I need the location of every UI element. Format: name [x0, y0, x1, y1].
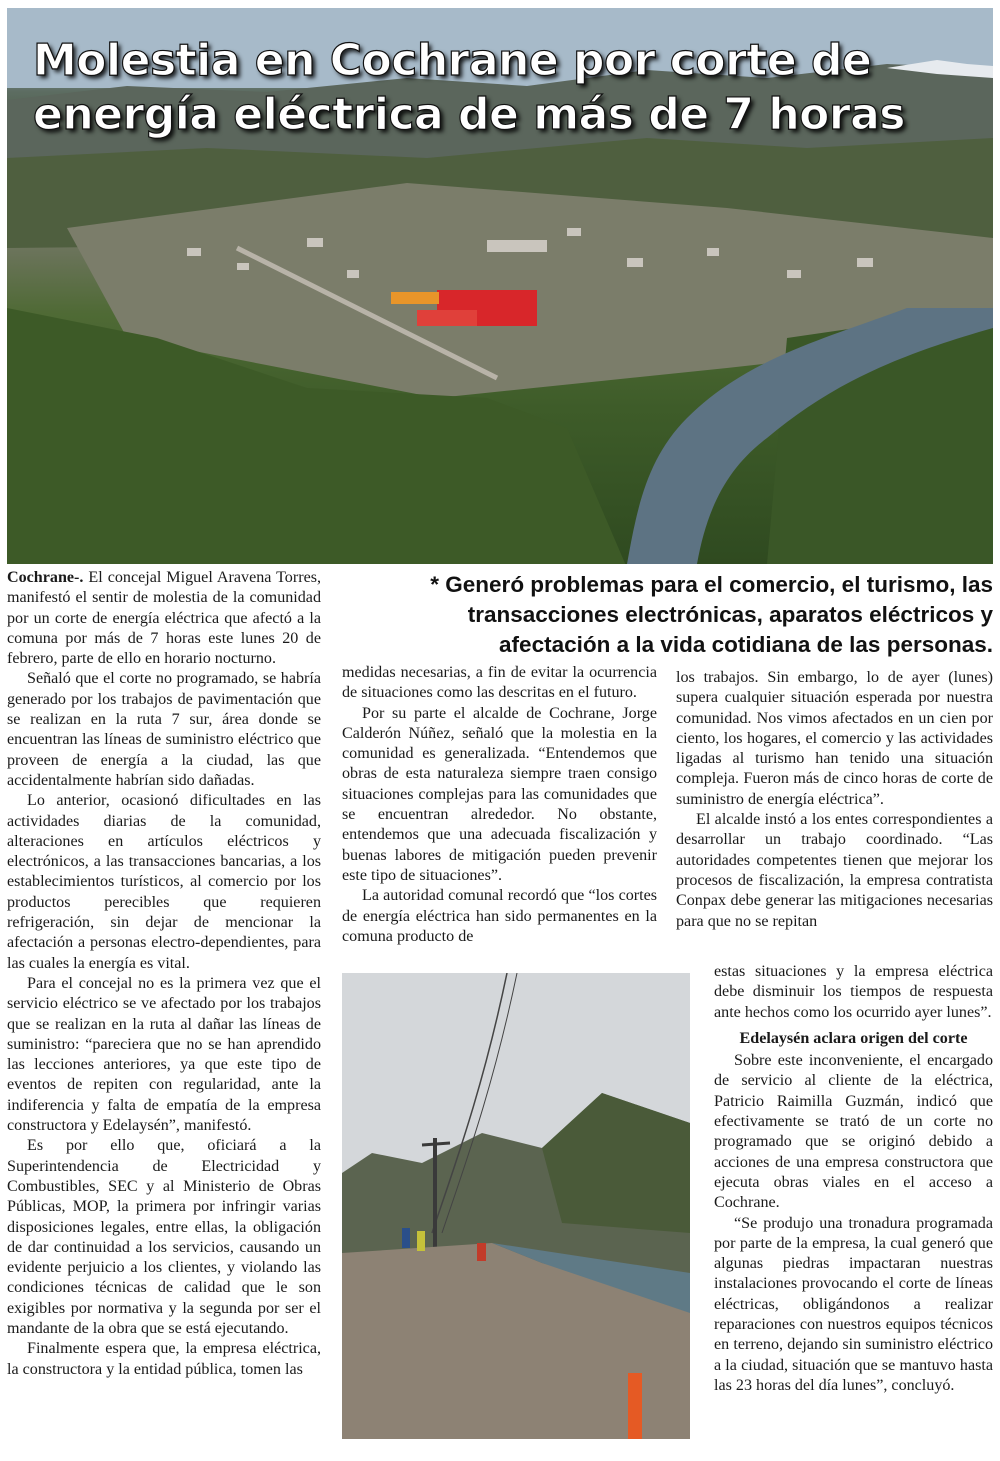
article-column-2 — [342, 663, 657, 947]
roadwork-photo — [342, 973, 690, 1439]
headline-line-1: Molestia en Cochrane por corte de — [33, 35, 872, 86]
roadwork-illustration — [342, 973, 690, 1439]
paragraph: Señaló que el corte no programado, se habría generado por los trabajos de pavimentación que se realizan en la ruta 7 sur, área donde se encuentran las líneas de suministro eléctrico que proveen de energía a la ciudad, las que accidentalmente habrían sido dañadas. — [7, 670, 321, 789]
paragraph: “Se produjo una tronadura programada por parte de la empresa, la cual generó que algunas piedras impactaran nuestras instalaciones provocando el corte de líneas eléctricas, obligándonos a realizar reparaciones con nuestros equipos técnicos en terreno, dejando sin suministro eléctrico a la ciudad, situación que se mantuvo hasta las 23 horas del día lunes”, concluyó. — [714, 1214, 993, 1394]
subheadline: * Generó problemas para el comercio, el turismo, las transacciones electrónicas, aparatos eléctricos y afectación a la vida cotidiana de las personas. — [430, 572, 993, 657]
article-column-3-continued — [714, 962, 993, 1396]
paragraph: Lo anterior, ocasionó dificultades en las actividades diarias de la comunidad, alteraciones en artículos eléctricos y electrónicos, a las transacciones bancarias, a los establecimientos turísticos, al comercio por los productos perecibles que requieren refrigeración, sin dejar de mencionar la afectación a personas electro-dependientes, para las cuales la energía es vital. — [7, 792, 321, 972]
paragraph: El alcalde instó a los entes correspondientes a desarrollar un trabajo coordinado. “Las autoridades competentes tienen que mejorar los procesos de fiscalización, la empresa contratista Conpax debe generar las mitigaciones necesarias para que no se repitan — [676, 811, 993, 930]
article-column-3 — [676, 668, 993, 932]
section-heading: Edelaysén aclara origen del corte — [739, 1029, 968, 1047]
headline — [33, 34, 933, 142]
paragraph: Por su parte el alcalde de Cochrane, Jorge Calderón Núñez, señaló que la molestia en la comunidad es generalizada. “Entendemos que obras de esta naturaleza siempre traen consigo situaciones complejas para las comunidades que se encuentran alrededor. No obstante, entendemos que una adecuada fiscalización y buenas labores de mitigación pueden prevenir este tipo de situaciones”. — [342, 704, 657, 884]
paragraph: La autoridad comunal recordó que “los cortes de energía eléctrica han sido permanentes en la comuna producto de — [342, 887, 657, 945]
paragraph: Sobre este inconveniente, el encargado de servicio al cliente de la eléctrica, Patricio Raimilla Guzmán, indicó que efectivamente se trató de un corte no programado que se originó debido a acciones de una empresa constructora que ejecuta obras viales en el acceso a Cochrane. — [714, 1052, 993, 1212]
paragraph-text: El concejal Miguel Aravena Torres, manifestó el sentir de molestia de la comunidad por un corte de energía eléctrica que afectó a la comuna por más de 7 horas este lunes 20 de febrero, parte de ello en horario nocturno. — [7, 569, 321, 668]
article-column-1 — [7, 568, 321, 1380]
paragraph: estas situaciones y la empresa eléctrica debe disminuir los tiempos de respuesta ante hechos como los ocurrido ayer lunes”. — [714, 963, 993, 1021]
paragraph: los trabajos. Sin embargo, lo de ayer (lunes) supera cualquier situación esperada por nuestra comunidad. Nos vimos afectados en un cien por ciento, los hogares, el comercio y las actividades ligadas al turismo han tenido una situación compleja. Fueron más de cinco horas de corte de suministro de energía eléctrica”. — [676, 669, 993, 808]
headline-line-2: energía eléctrica de más de 7 horas — [33, 89, 905, 140]
paragraph: Es por ello que, oficiará a la Superintendencia de Electricidad y Combustibles, SEC y al Ministerio de Obras Públicas, MOP, la primera por infringir varias disposiciones legales, entre ellas, la obligación de dar continuidad a los servicios, causando un evidente perjuicio a los clientes, y violando las condiciones técnicas de calidad que le son exigibles por normativa y la segunda por ser el mandante de la obra que se está ejecutando. — [7, 1137, 321, 1337]
paragraph: Finalmente espera que, la empresa eléctrica, la constructora y la entidad pública, tomen las — [7, 1340, 321, 1378]
hero-photo — [7, 8, 993, 564]
paragraph: Para el concejal no es la primera vez que el servicio eléctrico se ve afectado por los trabajos que se realizan en la ruta al dañar las líneas de suministro: “pareciera que no se han aprendido las lecciones anteriores, ya que este tipo de eventos de repiten con regularidad, ante la indiferencia y falta de empatía de la empresa constructora y Edelaysén”, manifestó. — [7, 974, 321, 1135]
paragraph: medidas necesarias, a fin de evitar la ocurrencia de situaciones como las descritas en el futuro. — [342, 664, 657, 702]
dateline: Cochrane-. — [7, 569, 84, 586]
paragraph — [7, 568, 321, 669]
